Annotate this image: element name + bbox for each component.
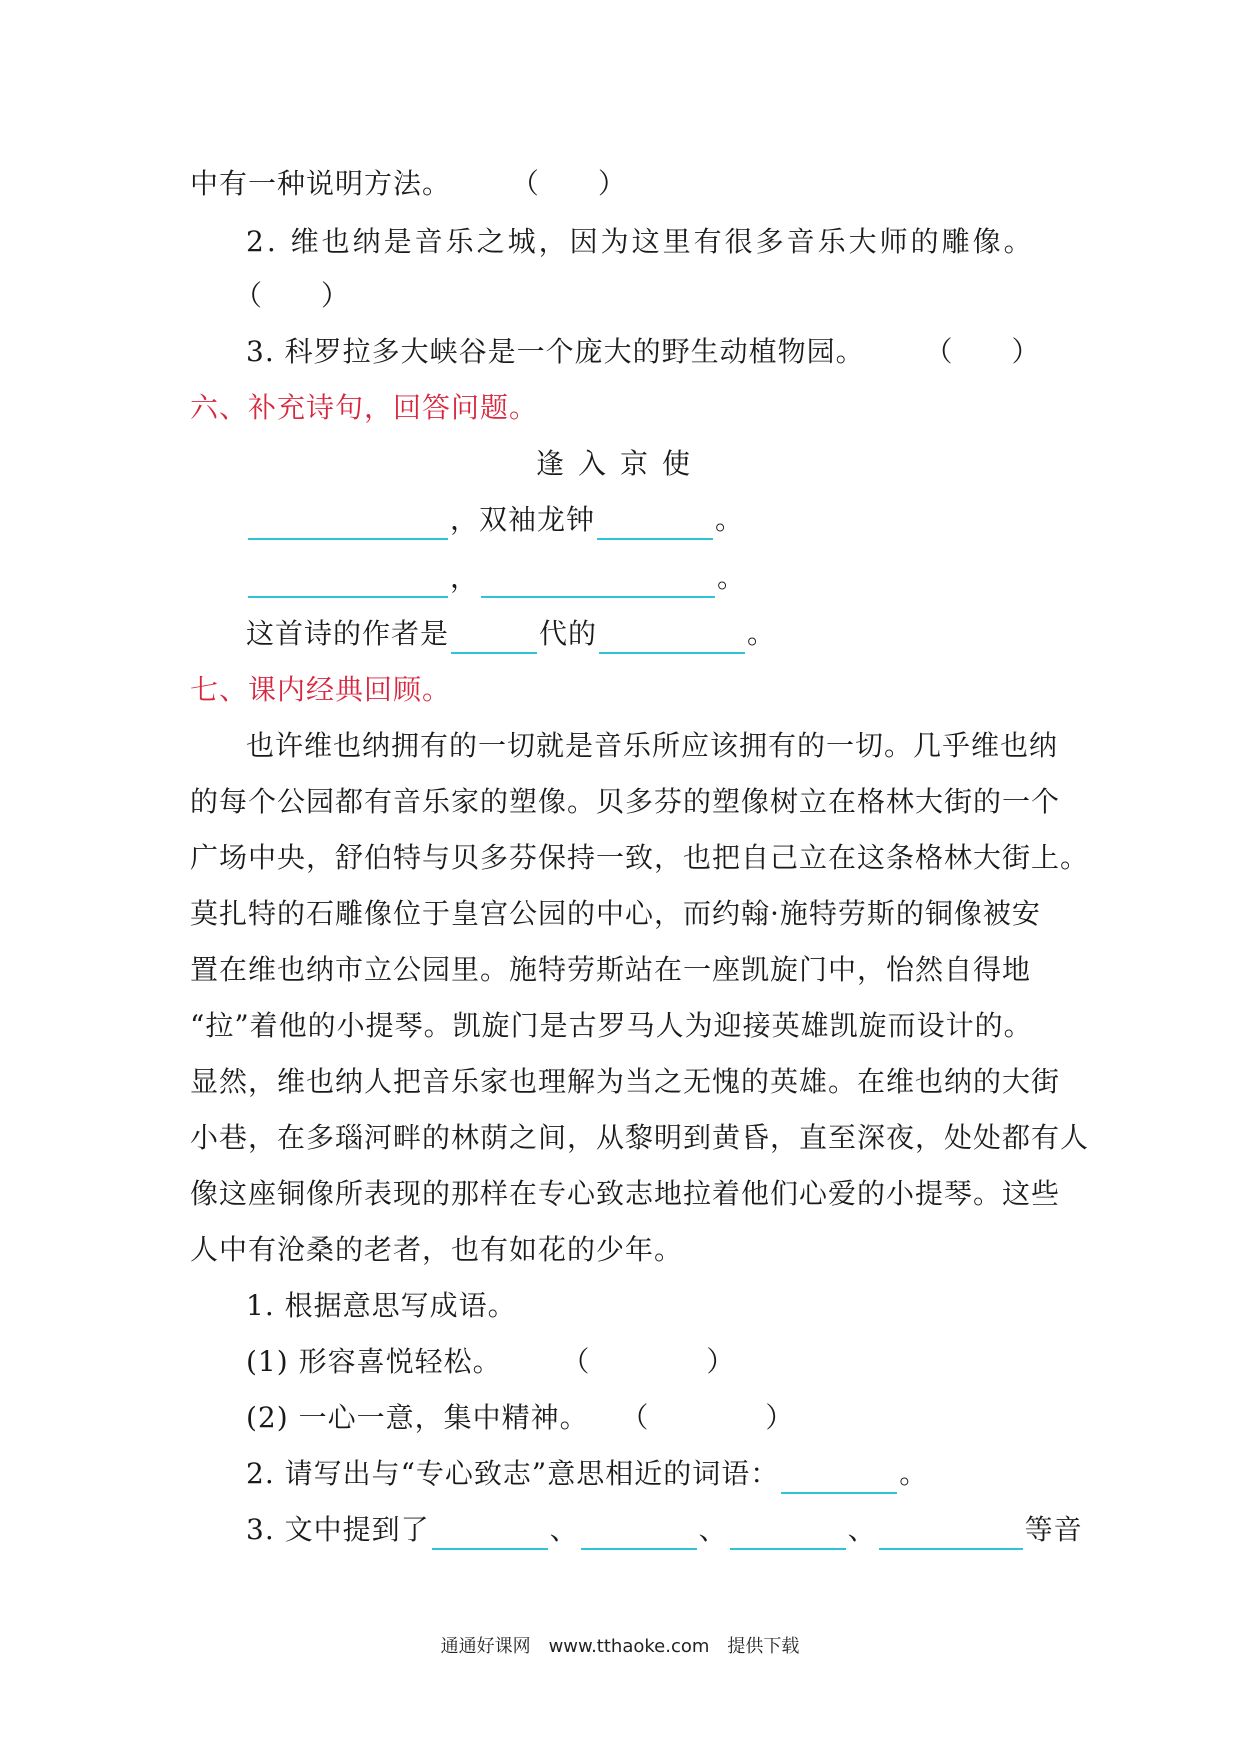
answer-parentheses[interactable]: （ ） (561, 1345, 736, 1378)
q7-sub-3 (246, 1510, 1083, 1550)
fill-blank[interactable] (879, 1516, 1023, 1550)
fill-blank[interactable] (248, 564, 448, 598)
passage-line: 显然，维也纳人把音乐家也理解为当之无愧的英雄。在维也纳的大街 (190, 1065, 1061, 1098)
fill-blank[interactable] (730, 1516, 846, 1550)
answer-parentheses[interactable]: （ ） (510, 167, 627, 200)
q7-sub-2-text: 2. 请写出与“专心致志”意思相近的词语： (246, 1457, 780, 1490)
separator: 、 (847, 1513, 877, 1546)
fill-blank[interactable] (481, 564, 715, 598)
fill-blank[interactable] (432, 1516, 548, 1550)
section-6-heading: 六、补充诗句，回答问题。 (190, 391, 539, 424)
passage-line: 莫扎特的石雕像位于皇宫公园的中心，而约翰·施特劳斯的铜像被安 (190, 897, 1041, 930)
passage-line: “拉”着他的小提琴。凯旋门是古罗马人为迎接英雄凯旋而设计的。 (190, 1009, 1033, 1042)
passage-line: 置在维也纳市立公园里。施特劳斯站在一座凯旋门中，怡然自得地 (190, 953, 1032, 986)
section-7-heading: 七、课内经典回顾。 (190, 673, 452, 706)
q7-sub-1a (246, 1342, 735, 1382)
q7-sub-2-end: 。 (899, 1457, 929, 1490)
author-prompt-b: 代的 (539, 617, 598, 650)
fill-blank[interactable] (597, 506, 713, 540)
fill-blank[interactable] (581, 1516, 697, 1550)
q5-continuation-text: 中有一种说明方法。 (190, 167, 452, 200)
q5-continuation-line (190, 164, 627, 204)
poem-line-1 (246, 500, 744, 540)
separator: 、 (549, 1513, 579, 1546)
fill-blank[interactable] (781, 1460, 897, 1494)
poem-author-question (246, 614, 776, 654)
poem-line-1-middle: ，双袖龙钟 (450, 503, 596, 536)
q7-sub-2 (246, 1454, 928, 1494)
answer-parentheses[interactable]: （ ） (234, 279, 351, 312)
passage-line: 人中有沧桑的老者，也有如花的少年。 (190, 1233, 684, 1266)
passage-line: 广场中央，舒伯特与贝多芬保持一致，也把自己立在这条格林大街上。 (190, 841, 1090, 874)
q7-sub-1: 1. 根据意思写成语。 (246, 1289, 517, 1322)
poem-line-1-end: 。 (715, 503, 745, 536)
poem-line-2 (246, 558, 746, 598)
author-prompt-end: 。 (747, 617, 777, 650)
poem-line-2-end: 。 (717, 561, 747, 594)
poem-title: 逢入京使 (535, 447, 704, 480)
q7-sub-3-text: 3. 文中提到了 (246, 1513, 430, 1546)
passage-line: 的每个公园都有音乐家的塑像。贝多芬的塑像树立在格林大街的一个 (190, 785, 1061, 818)
q7-sub-1b (246, 1398, 794, 1438)
answer-parentheses[interactable]: （ ） (620, 1401, 795, 1434)
fill-blank-dynasty[interactable] (451, 620, 537, 654)
q7-sub-1b-text: (2) 一心一意，集中精神。 (246, 1401, 589, 1434)
passage-line: 像这座铜像所表现的那样在专心致志地拉着他们心爱的小提琴。这些 (190, 1177, 1061, 1210)
poem-line-2-middle: ， (450, 561, 480, 594)
fill-blank[interactable] (248, 506, 448, 540)
fill-blank-author[interactable] (599, 620, 745, 654)
q7-sub-3-end: 等音 (1024, 1513, 1083, 1546)
footer-watermark: 通通好课网 www.tthaoke.com 提供下载 (440, 1636, 800, 1657)
passage-line: 小巷，在多瑙河畔的林荫之间，从黎明到黄昏，直至深夜，处处都有人 (190, 1121, 1090, 1154)
separator: 、 (698, 1513, 728, 1546)
passage-line: 也许维也纳拥有的一切就是音乐所应该拥有的一切。几乎维也纳 (246, 729, 1059, 762)
q5-item-3 (246, 332, 1040, 372)
q5-item-3-text: 3. 科罗拉多大峡谷是一个庞大的野生动植物园。 (246, 335, 865, 368)
answer-parentheses[interactable]: （ ） (924, 335, 1041, 368)
author-prompt-a: 这首诗的作者是 (246, 617, 450, 650)
q5-item-2: 2. 维也纳是音乐之城，因为这里有很多音乐大师的雕像。 (246, 225, 1035, 258)
q7-sub-1a-text: (1) 形容喜悦轻松。 (246, 1345, 502, 1378)
